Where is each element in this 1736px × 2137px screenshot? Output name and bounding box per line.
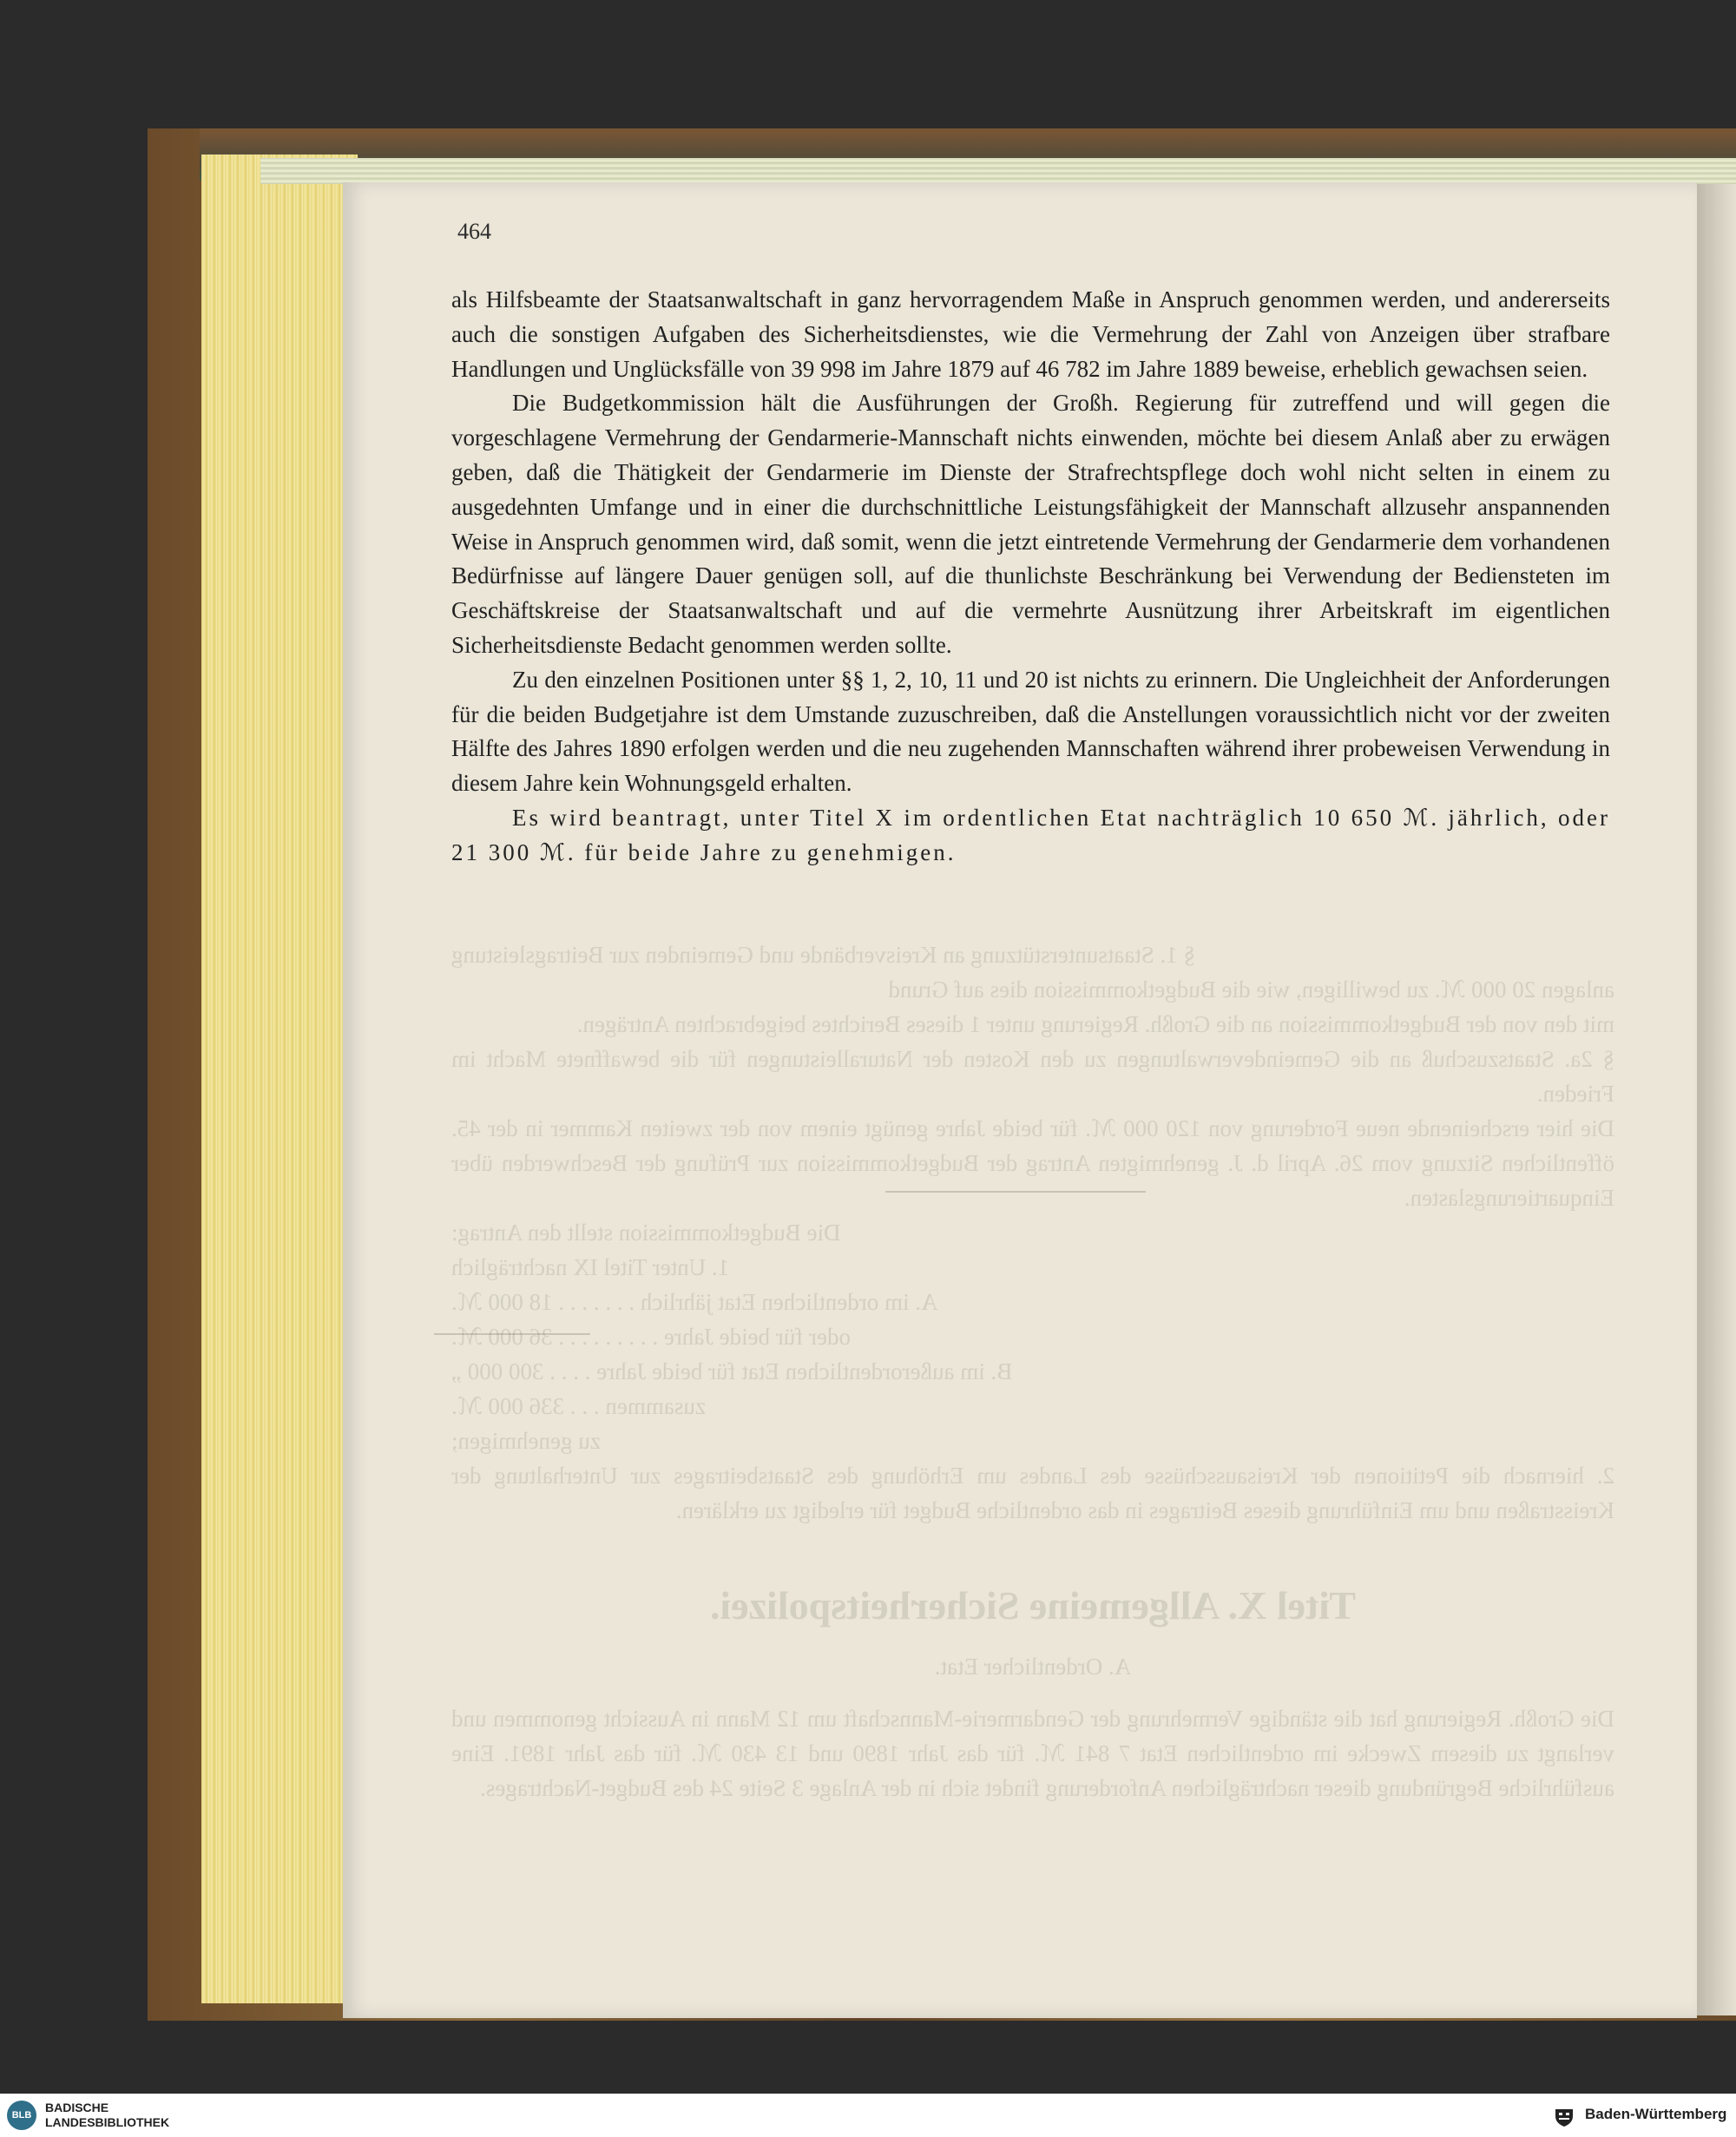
library-name[interactable] bbox=[45, 2101, 169, 2130]
body-paragraph: Die Budgetkommission hält die Ausführungen der Großh. Regierung für zutreffend und will gegen die vorgeschlagene Vermehrung der Gendarmerie-Mannschaft nichts einwenden, möchte bei diesem Anlaß aber zu erwägen geben, daß die Thätigkeit der Gendarmerie im Dienste der Strafrechtspflege doch wohl nicht selten in einem zu ausgedehnten Umfange und in einer die durchschnittliche Leistungsfähigkeit der Mannschaft allzusehr anspannenden Weise in Anspruch genommen wird, daß somit, wenn die jetzt eintretende Vermehrung der Gendarmerie dem vorhandenen Bedürfnisse auf längere Dauer genügen soll, auf die thunlichste Beschränkung bei Verwendung der Bediensteten im Geschäftskreise der Staatsanwaltschaft und auf die vermehrte Ausnützung ihrer Arbeitskraft im eigentlichen Sicherheitsdienste Bedacht genommen werden sollte. bbox=[451, 390, 1610, 658]
page-body bbox=[451, 283, 1610, 871]
footer-bar bbox=[0, 2094, 1736, 2137]
page-top-edges bbox=[260, 158, 1736, 184]
body-paragraph: als Hilfsbeamte der Staatsanwaltschaft in ganz hervorragendem Maße in Anspruch genommen werden, und andererseits auch die sonstigen Aufgaben des Sicherheitsdienstes, wie die Vermehrung der Zahl von Anzeigen über strafbare Handlungen und Unglücksfälle von 39 998 im Jahre 1879 auf 46 782 im Jahre 1889 beweise, erheblich gewachsen seien. bbox=[451, 286, 1610, 382]
baden-wuerttemberg-label[interactable]: Baden-Württemberg bbox=[1585, 2106, 1727, 2122]
baden-wuerttemberg-crest-icon[interactable] bbox=[1552, 2104, 1576, 2128]
show-through-heading: Titel X. Allgemeine Sicherheitspolizei. bbox=[710, 1583, 1356, 1627]
library-name-line2: LANDESBIBLIOTHEK bbox=[45, 2115, 170, 2129]
show-through-subheading: A. Ordentlicher Etat. bbox=[934, 1654, 1132, 1680]
motion-paragraph: Es wird beantragt, unter Titel X im ordentlichen Etat nachträglich 10 650 ℳ. jährlich, oder 21 300 ℳ. für beide Jahre zu genehmigen. bbox=[451, 804, 1610, 865]
blb-logo-icon[interactable]: BLB bbox=[7, 2101, 36, 2130]
show-through-rule bbox=[434, 1333, 590, 1335]
page-edge-stack bbox=[201, 155, 358, 2003]
facing-page-edge bbox=[1693, 184, 1736, 2015]
body-paragraph: Zu den einzelnen Positionen unter §§ 1, 2, 10, 11 und 20 ist nichts zu erinnern. Die Ungleichheit der Anforderungen für die beiden Budgetjahre ist dem Umstande zuzuschreiben, daß die Anstellungen voraussichtlich nicht vor der zweiten Hälfte des Jahres 1890 erfolgen werden und die neu zugehenden Mannschaften während ihrer probeweisen Verwendung in diesem Jahre kein Wohnungsgeld erhalten. bbox=[451, 666, 1610, 797]
page-number: 464 bbox=[457, 219, 491, 244]
show-through-text: § 1. Staatsunterstützung an Kreisverbände und Gemeinden zur Beitragsleistung anlagen 20 000 ℳ. zu bewilligen, wie die Budgetkommission dies auf Grund mit den von der Budgetkommission an die Großh. Regierung unter 1 dieses Berichtes beigebrachten Anträgen. § 2a. Staatszuschuß an die Gemeindeverwaltungen zu den Kosten der Naturalleistungen für die bewaffnete Macht im Frieden. Die hier erscheinende neue Forderung von 120 000 ℳ. für beide Jahre genügt einem von der zweiten Kammer in der 45. öffentlichen Sitzung vom 26. April d. J. genehmigten Antrag der Budgetkommission zur Prüfung der Beschwerden über Einquartierungslasten. Die Budgetkommission stellt den Antrag: 1. Unter Titel IX nachträglich A. im ordentlichen Etat jährlich . . . . . . . 18 000 ℳ. oder für beide Jahre . . . . . . . . . 36 000 ℳ. B. im außerordentlichen Etat für beide Jahre . . . . 300 000 „ zusammen . . . 336 000 ℳ. zu genehmigen; 2. hiernach die Petitionen der Kreisausschüsse des Landes um Erhöhung des Staatsbeitrages zur Unterhaltung der Kreisstraßen und um Einführung dieses Beitrages in das ordentliche Budget für erledigt zu erklären. Titel X. Allgemeine Sicherheitspolizei. A. Ordentlicher Etat. Die Großh. Regierung hat die ständige Vermehrung der Gendarmerie-Mannschaft um 12 Mann in Aussicht genommen und verlangt zu diesem Zwecke im ordentlichen Etat 7 841 ℳ. für das Jahr 1890 und 13 430 ℳ. für das Jahr 1891. Eine ausführliche Begründung dieser nachträglichen Anforderung findet sich in der Anlage 3 Seite 24 des Budget-Nachtrages. bbox=[451, 942, 1614, 1801]
show-through-rule bbox=[885, 1191, 1146, 1193]
library-name-line1: BADISCHE bbox=[45, 2101, 109, 2114]
